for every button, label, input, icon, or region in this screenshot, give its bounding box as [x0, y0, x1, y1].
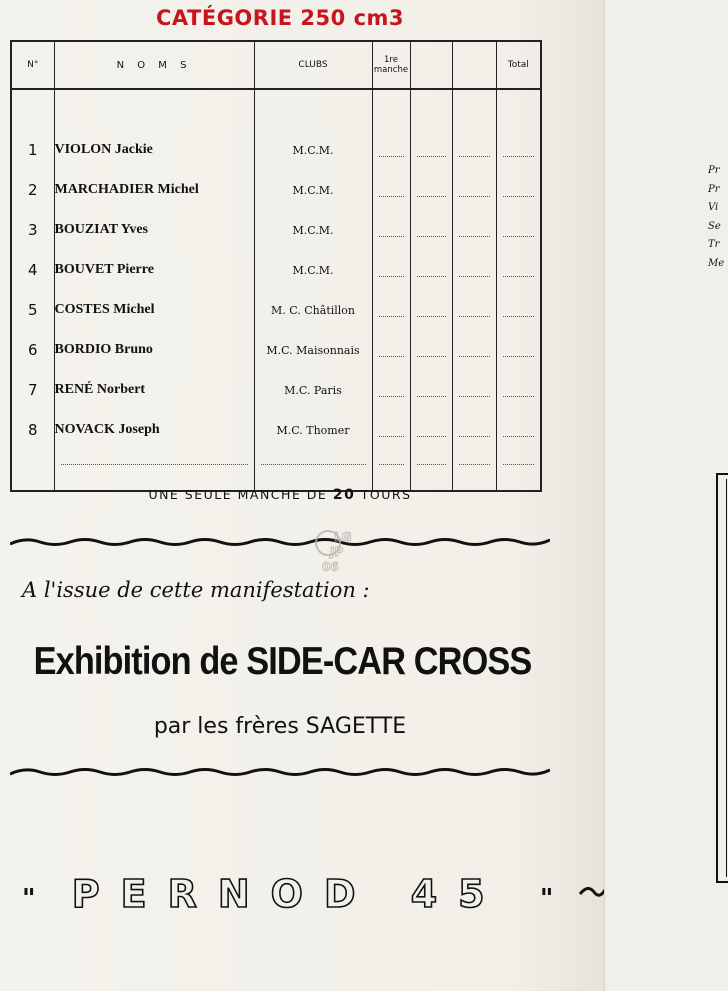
- officials-list-item: Tr: [708, 239, 720, 250]
- rider-name: NOVACK Joseph: [54, 410, 254, 450]
- exhibition-by: par les frères SAGETTE: [153, 714, 407, 739]
- officials-list-item: Vi: [708, 202, 719, 213]
- rider-club: M.C.M.: [254, 130, 372, 170]
- spacer-row: [11, 89, 541, 130]
- rider-name: MARCHADIER Michel: [54, 170, 254, 210]
- stamp-watermark-graphic: [308, 521, 358, 575]
- score-blank: [452, 370, 496, 410]
- score-blank: [372, 170, 410, 210]
- col-number: N°: [11, 41, 54, 89]
- officials-list-item: Se: [708, 220, 721, 232]
- rider-name: RENÉ Norbert: [54, 370, 254, 410]
- race-format-suffix: TOURS: [360, 487, 412, 502]
- empty-cell: [410, 450, 452, 491]
- pernod-open-quote: ": [22, 884, 38, 914]
- results-table: [10, 40, 542, 492]
- issue-text: A l'issue de cette manifestation :: [22, 578, 370, 602]
- col-manche-2: [410, 41, 452, 89]
- score-blank: [410, 250, 452, 290]
- officials-list-item: Pr: [708, 183, 720, 195]
- officials-list-item: Me: [708, 257, 725, 269]
- score-blank: [372, 410, 410, 450]
- score-blank: [372, 330, 410, 370]
- total-blank: [496, 370, 541, 410]
- table-row: [11, 250, 541, 290]
- total-blank: [496, 210, 541, 250]
- wavy-divider-bottom: [10, 764, 550, 780]
- total-blank: [496, 330, 541, 370]
- score-blank: [452, 330, 496, 370]
- right-page: [604, 0, 728, 991]
- score-blank: [410, 370, 452, 410]
- svg-text:LG: LG: [334, 530, 352, 544]
- empty-cell: [372, 450, 410, 491]
- col-manche-1: [372, 41, 410, 89]
- svg-text:JP: JP: [330, 545, 344, 559]
- svg-text:06: 06: [322, 560, 339, 574]
- wavy-divider-top: [10, 534, 550, 550]
- officials-list-item: Pr: [708, 165, 720, 176]
- table-row: [11, 210, 541, 250]
- col-clubs: CLUBS: [254, 41, 372, 89]
- rider-club: M.C.M.: [254, 170, 372, 210]
- col-names: N O M S: [54, 41, 254, 89]
- score-blank: [410, 170, 452, 210]
- empty-cell: [254, 450, 372, 491]
- rider-number: 5: [11, 290, 54, 330]
- score-blank: [452, 410, 496, 450]
- rider-club: M. C. Châtillon: [254, 290, 372, 330]
- rider-club: M.C.M.: [254, 250, 372, 290]
- rider-name: BOUVET Pierre: [54, 250, 254, 290]
- pernod-text: PERNOD 45: [71, 872, 506, 916]
- pernod-slogan: [22, 872, 582, 916]
- col-manche-1-label: 1re manche: [373, 55, 409, 75]
- total-blank: [496, 250, 541, 290]
- rider-club: M.C. Paris: [254, 370, 372, 410]
- total-blank: [496, 290, 541, 330]
- table-row: [11, 410, 541, 450]
- rider-name: VIOLON Jackie: [54, 130, 254, 170]
- race-format: [0, 487, 560, 503]
- empty-row: [11, 450, 541, 491]
- table-row: [11, 130, 541, 170]
- rider-name: BOUZIAT Yves: [54, 210, 254, 250]
- officials-list-fragment: [708, 162, 724, 273]
- score-blank: [372, 290, 410, 330]
- rider-number: 1: [11, 130, 54, 170]
- rider-number: 7: [11, 370, 54, 410]
- table-header: [11, 41, 541, 89]
- empty-cell: [452, 450, 496, 491]
- empty-cell: [54, 450, 254, 491]
- table-row: [11, 370, 541, 410]
- rider-club: M.C.M.: [254, 210, 372, 250]
- rider-number: 3: [11, 210, 54, 250]
- rider-number: 4: [11, 250, 54, 290]
- col-total: Total: [496, 41, 541, 89]
- score-blank: [452, 290, 496, 330]
- total-blank: [496, 170, 541, 210]
- category-title: CATÉGORIE 250 cm3: [155, 6, 405, 30]
- score-blank: [452, 250, 496, 290]
- score-blank: [410, 130, 452, 170]
- total-blank: [496, 410, 541, 450]
- table-row: [11, 170, 541, 210]
- table-row: [11, 290, 541, 330]
- score-blank: [410, 410, 452, 450]
- rider-number: 2: [11, 170, 54, 210]
- right-page-box: [716, 473, 728, 883]
- score-blank: [372, 370, 410, 410]
- pernod-close-quote: ": [539, 884, 556, 914]
- empty-cell: [496, 450, 541, 491]
- score-blank: [410, 210, 452, 250]
- score-blank: [452, 210, 496, 250]
- total-blank: [496, 130, 541, 170]
- exhibition-title: Exhibition de SIDE-CAR CROSS: [33, 640, 532, 683]
- score-blank: [452, 170, 496, 210]
- rider-number: 8: [11, 410, 54, 450]
- rider-club: M.C. Thomer: [254, 410, 372, 450]
- race-format-prefix: UNE SEULE MANCHE DE: [148, 487, 328, 502]
- stamp-watermark: [308, 521, 358, 575]
- rider-name: BORDIO Bruno: [54, 330, 254, 370]
- rider-name: COSTES Michel: [54, 290, 254, 330]
- score-blank: [410, 290, 452, 330]
- table-row: [11, 330, 541, 370]
- score-blank: [452, 130, 496, 170]
- score-blank: [372, 210, 410, 250]
- empty-cell: [11, 450, 54, 491]
- score-blank: [372, 250, 410, 290]
- rider-number: 6: [11, 330, 54, 370]
- col-manche-3: [452, 41, 496, 89]
- race-format-laps: 20: [332, 487, 356, 503]
- score-blank: [410, 330, 452, 370]
- rider-club: M.C. Maisonnais: [254, 330, 372, 370]
- score-blank: [372, 130, 410, 170]
